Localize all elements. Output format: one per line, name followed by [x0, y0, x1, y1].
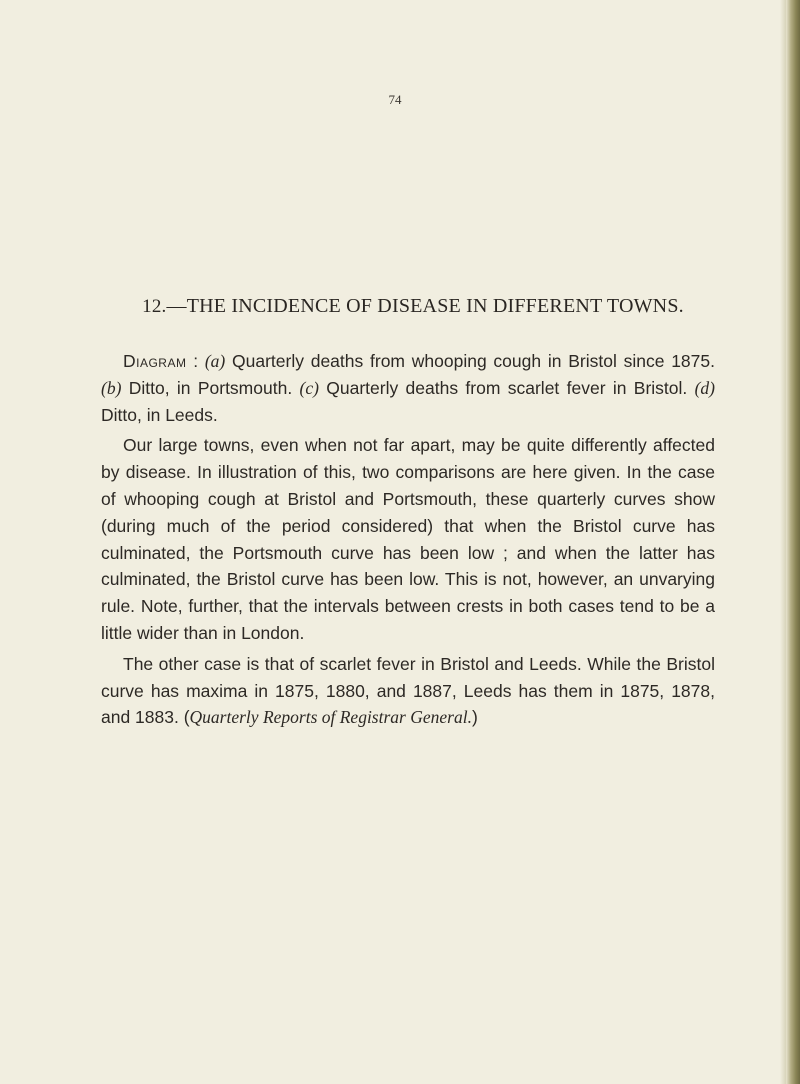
- diagram-item-a-text: Quarterly deaths from whooping cough in Bristol since 1875.: [225, 351, 715, 371]
- diagram-item-d-mark: (d): [694, 377, 715, 398]
- section-title: THE INCIDENCE OF DISEASE IN DIFFERENT TOWNS.: [186, 295, 684, 317]
- citation: Quarterly Reports of Registrar General.: [189, 707, 472, 728]
- page-number: 74: [388, 92, 402, 107]
- diagram-item-d-text: Ditto, in Leeds.: [101, 404, 218, 425]
- body-text: [101, 348, 715, 731]
- section-number: 12.: [142, 296, 167, 317]
- citation-open-paren: (: [183, 707, 190, 728]
- citation-close-paren: ): [471, 707, 478, 728]
- diagram-item-a-mark: (a): [204, 351, 226, 371]
- diagram-item-c-mark: (c): [299, 377, 319, 398]
- section-heading: [118, 292, 708, 321]
- comparison-paragraph: Our large towns, even when not far apart, may be quite differently affected by disease. In illustration of this, two comparisons are here given. In the case of whooping cough at Bristol and Portsmouth, these quarterly curves show (during much of the period considered) that when the Bristol curve has culminated, the Portsmouth curve has been low ; and when the latter has culminated, the Bristol curve has been low. This is not, however, an unvarying rule. Note, further, that the intervals between crests in both cases tend to be a little wider than in London.: [101, 435, 715, 643]
- diagram-caption-paragraph: [101, 348, 715, 428]
- diagram-item-b-mark: (b): [101, 377, 122, 398]
- book-page-edge: [786, 0, 800, 1084]
- diagram-item-c-text: Quarterly deaths from scarlet fever in Bristol.: [318, 377, 695, 398]
- diagram-item-b-text: Ditto, in Portsmouth.: [121, 377, 300, 398]
- scarlet-fever-text: The other case is that of scarlet fever in Bristol and Leeds. While the Bristol curve has maxima in 1875, 1880, and 1887, Leeds has them in 1875, 1878, and 1883.: [101, 653, 715, 728]
- diagram-colon: :: [186, 351, 205, 371]
- heading-dash: —: [166, 295, 187, 317]
- diagram-label: Diagram: [123, 351, 187, 371]
- scarlet-fever-paragraph: [101, 651, 715, 731]
